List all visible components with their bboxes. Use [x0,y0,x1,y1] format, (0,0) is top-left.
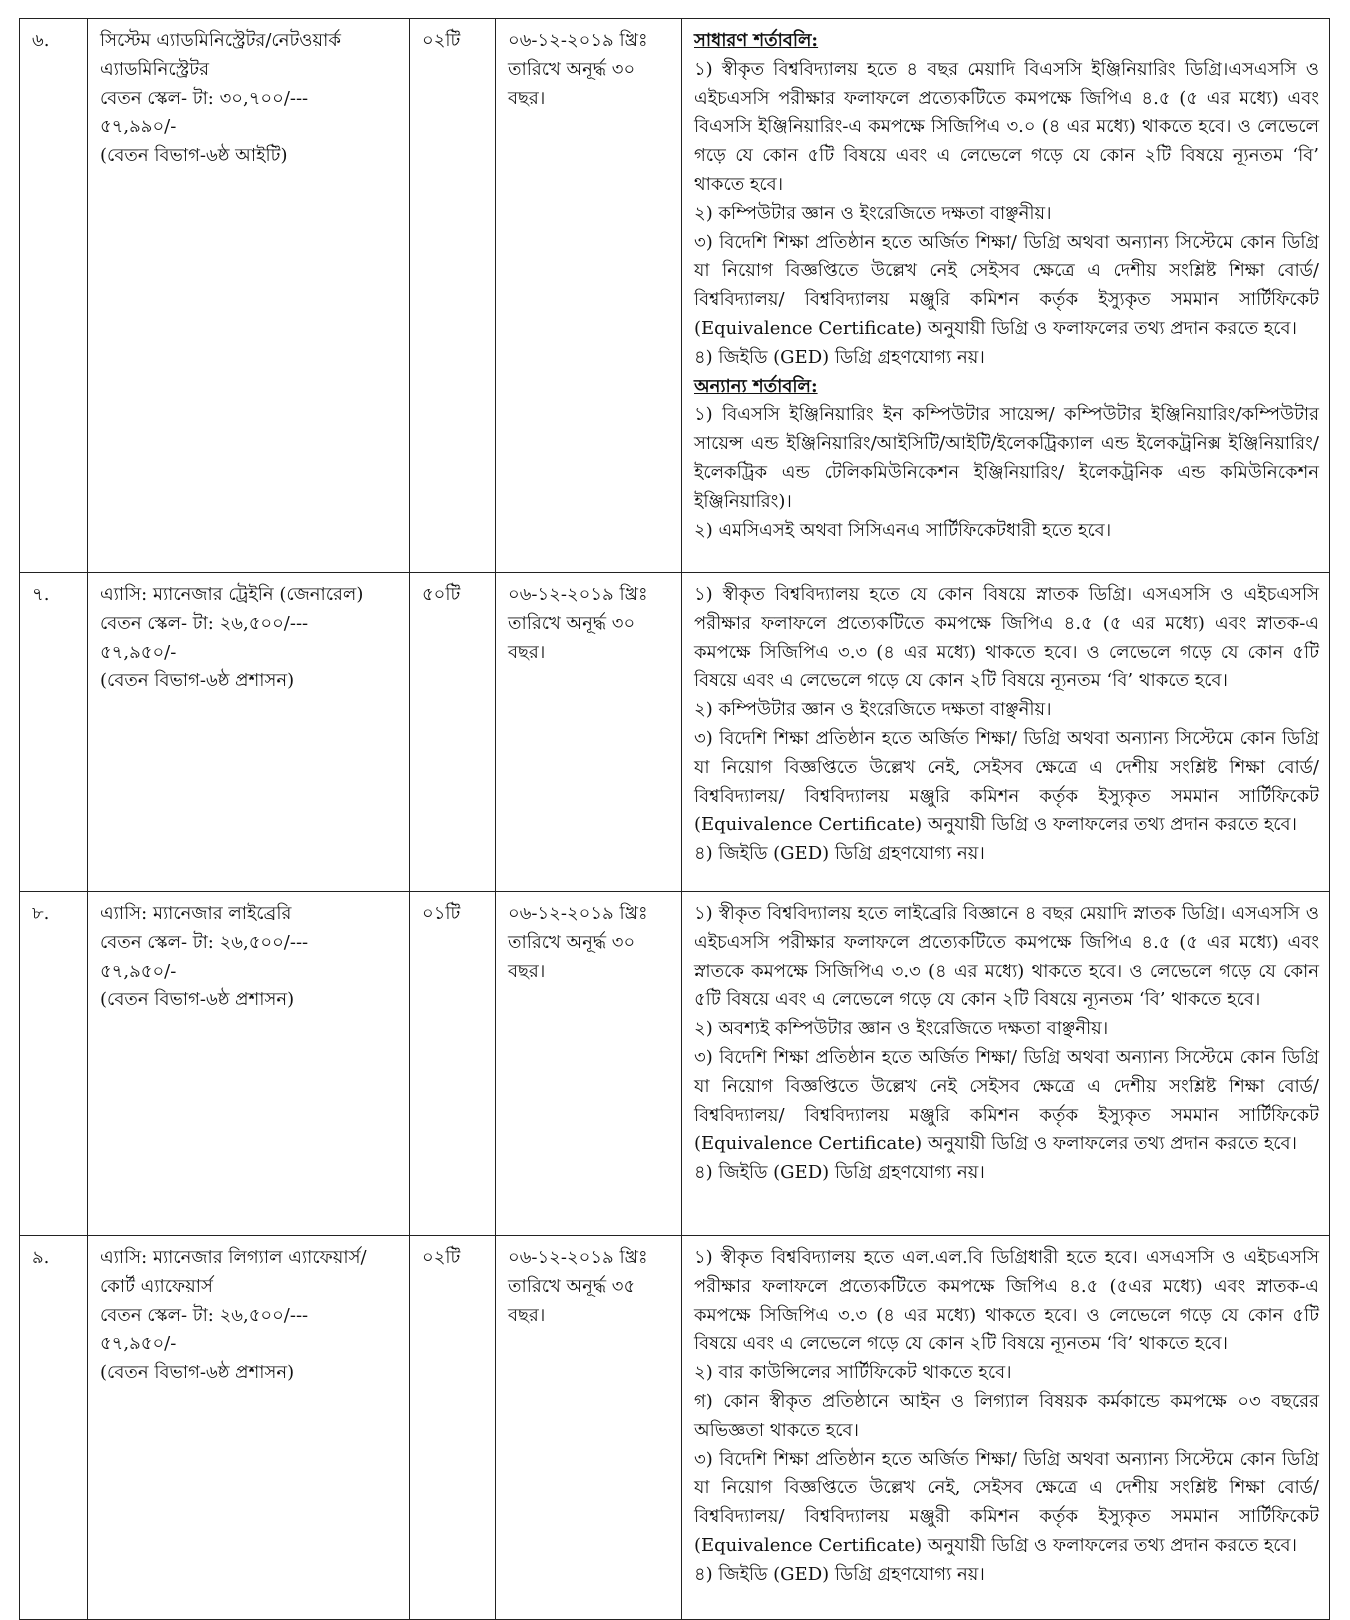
pay-max: ৫৭,৯৫০/- [100,1333,177,1355]
serial-cell: ৯. [20,1236,88,1620]
requirement-item: ১) স্বীকৃত বিশ্ববিদ্যালয় হতে যে কোন বিষয়ে স্নাতক ডিগ্রি। এসএসসি ও এইচএসসি পরীক্ষার ফলাফলে প্রত্যেকটিতে কমপক্ষে জিপিএ ৪.৫ (৫ এর মধ্যে) এবং স্নাতক-এ কমপক্ষে সিজিপিএ ৩.৩ (৪ এর মধ্যে) থাকতে হবে। ও লেভেলে গড়ে যে কোন ৫টি বিষয়ে এবং এ লেভেলে গড়ে যে কোন ২টি বিষয়ে ন্যূনতম ‘বি’ থাকতে হবে। [694,584,1319,692]
vacancy-count: ০২টি [410,19,496,573]
post-title: এ্যাসি: ম্যানেজার লাইব্রেরি [100,903,292,924]
post-cell [88,573,410,892]
age-limit: ০৬-১২-২০১৯ খ্রিঃ তারিখে অনূর্দ্ধ ৩০ বছর। [496,19,682,573]
requirement-item: ১) বিএসসি ইঞ্জিনিয়ারিং ইন কম্পিউটার সায়েন্স/ কম্পিউটার ইঞ্জিনিয়ারিং/কম্পিউটার সায়েন্স এন্ড ইঞ্জিনিয়ারিং/আইসিটি/আইটি/ইলেকট্রিক্যাল এন্ড ইলেকট্রনিক্স ইঞ্জিনিয়ারিং/ইলেকট্রিক এন্ড টেলিকমিউনিকেশন ইঞ্জিনিয়ারিং/ ইলেকট্রনিক এন্ড কমিউনিকেশন ইঞ্জিনিয়ারিং)। [694,404,1319,512]
requirement-item: ৪) জিইডি (GED) ডিগ্রি গ্রহণযোগ্য নয়। [694,1162,985,1184]
requirement-item: ৪) জিইডি (GED) ডিগ্রি গ্রহণযোগ্য নয়। [694,1563,985,1585]
requirement-item: ৩) বিদেশি শিক্ষা প্রতিষ্ঠান হতে অর্জিত শিক্ষা/ ডিগ্রি অথবা অন্যান্য সিস্টেমে কোন ডিগ্রি যা নিয়োগ বিজ্ঞপ্তিতে উল্লেখ নেই সেইসব ক্ষেত্রে এ দেশীয় সংশ্লিষ্ট শিক্ষা বোর্ড/বিশ্ববিদ্যালয়/ বিশ্ববিদ্যালয় মঞ্জুরি কমিশন কর্তৃক ইস্যুকৃত সমমান সার্টিফিকেট (Equivalence Certificate) অনুযায়ী ডিগ্রি ও ফলাফলের তথ্য প্রদান করতে হবে। [694,1046,1319,1155]
requirement-item: ১) স্বীকৃত বিশ্ববিদ্যালয় হতে ৪ বছর মেয়াদি বিএসসি ইঞ্জিনিয়ারিং ডিগ্রি।এসএসসি ও এইচএসসি পরীক্ষার ফলাফলে প্রত্যেকটিতে কমপক্ষে জিপিএ ৪.৫ (৫ এর মধ্যে) এবং বিএসসি ইঞ্জিনিয়ারিং-এ কমপক্ষে সিজিপিএ ৩.০ (৪ এর মধ্যে) থাকতে হবে। ও লেভেলে গড়ে যে কোন ৫টি বিষয়ে এবং এ লেভেলে গড়ে যে কোন ২টি বিষয়ে ন্যূনতম ‘বি’ থাকতে হবে। [694,58,1319,195]
requirement-item: ১) স্বীকৃত বিশ্ববিদ্যালয় হতে এল.এল.বি ডিগ্রিধারী হতে হবে। এসএসসি ও এইচএসসি পরীক্ষার ফলাফলে প্রত্যেকটিতে কমপক্ষে জিপিএ ৪.৫ (৫এর মধ্যে) এবং স্নাতক-এ কমপক্ষে সিজিপিএ ৩.৩ (৪ এর মধ্যে) থাকতে হবে। ও লেভেলে গড়ে যে কোন ৫টি বিষয়ে এবং এ লেভেলে গড়ে যে কোন ২টি বিষয়ে ন্যূনতম ‘বি’ থাকতে হবে। [694,1247,1319,1355]
serial-cell: ৮. [20,892,88,1236]
requirements-cell [682,19,1330,573]
pay-max: ৫৭,৯৫০/- [100,641,177,663]
pay-scale: বেতন স্কেল- টা: ২৬,৫০০/--- [100,1304,309,1326]
requirement-item: ৩) বিদেশি শিক্ষা প্রতিষ্ঠান হতে অর্জিত শিক্ষা/ ডিগ্রি অথবা অন্যান্য সিস্টেমে কোন ডিগ্রি যা নিয়োগ বিজ্ঞপ্তিতে উল্লেখ নেই, সেইসব ক্ষেত্রে এ দেশীয় সংশ্লিষ্ট শিক্ষা বোর্ড/বিশ্ববিদ্যালয়/ বিশ্ববিদ্যালয় মঞ্জুরি কমিশন কর্তৃক ইস্যুকৃত সমমান সার্টিফিকেট (Equivalence Certificate) অনুযায়ী ডিগ্রি ও ফলাফলের তথ্য প্রদান করতে হবে। [694,727,1319,836]
requirement-item: গ) কোন স্বীকৃত প্রতিষ্ঠানে আইন ও লিগ্যাল বিষয়ক কর্মকান্ডে কমপক্ষে ০৩ বছরের অভিজ্ঞতা থাকতে হবে। [694,1390,1319,1441]
job-requirements-table [19,18,1330,1620]
post-cell [88,1236,410,1620]
post-cell [88,892,410,1236]
requirement-item: ২) এমসিএসই অথবা সিসিএনএ সার্টিফিকেটধারী হতে হবে। [694,519,1112,541]
requirement-item: ৪) জিইডি (GED) ডিগ্রি গ্রহণযোগ্য নয়। [694,346,985,368]
requirement-item: ৩) বিদেশি শিক্ষা প্রতিষ্ঠান হতে অর্জিত শিক্ষা/ ডিগ্রি অথবা অন্যান্য সিস্টেমে কোন ডিগ্রি যা নিয়োগ বিজ্ঞপ্তিতে উল্লেখ নেই সেইসব ক্ষেত্রে এ দেশীয় সংশ্লিষ্ট শিক্ষা বোর্ড/বিশ্ববিদ্যালয়/ বিশ্ববিদ্যালয় মঞ্জুরি কমিশন কর্তৃক ইস্যুকৃত সমমান সার্টিফিকেট (Equivalence Certificate) অনুযায়ী ডিগ্রি ও ফলাফলের তথ্য প্রদান করতে হবে। [694,231,1319,339]
pay-grade: (বেতন বিভাগ-৬ষ্ঠ আইটি) [100,145,288,167]
requirement-item: ৪) জিইডি (GED) ডিগ্রি গ্রহণযোগ্য নয়। [694,843,985,865]
table-row [20,573,1330,892]
pay-scale: বেতন স্কেল- টা: ২৬,৫০০/--- [100,612,309,634]
requirements-cell [682,892,1330,1236]
general-conditions-heading: সাধারণ শর্তাবলি: [694,30,819,51]
pay-max: ৫৭,৯৯০/- [100,116,177,138]
table-row [20,892,1330,1236]
serial-cell: ৬. [20,19,88,573]
requirement-item: ২) কম্পিউটার জ্ঞান ও ইংরেজিতে দক্ষতা বাঞ্ছনীয়। [694,699,1052,721]
pay-max: ৫৭,৯৫০/- [100,960,177,982]
post-title: সিস্টেম এ্যাডমিনিস্ট্রেটর/নেটওয়ার্ক এ্যাডমিনিস্ট্রেটর [100,30,341,80]
requirement-item: ২) কম্পিউটার জ্ঞান ও ইংরেজিতে দক্ষতা বাঞ্ছনীয়। [694,202,1052,224]
post-title: এ্যাসি: ম্যানেজার লিগ্যাল এ্যাফেয়ার্স/ কোর্ট এ্যাফেয়ার্স [100,1247,367,1297]
age-limit: ০৬-১২-২০১৯ খ্রিঃ তারিখে অনূর্দ্ধ ৩৫ বছর। [496,1236,682,1620]
other-conditions-heading: অন্যান্য শর্তাবলি: [694,375,818,397]
pay-grade: (বেতন বিভাগ-৬ষ্ঠ প্রশাসন) [100,1362,295,1384]
table-row [20,1236,1330,1620]
pay-grade: (বেতন বিভাগ-৬ষ্ঠ প্রশাসন) [100,670,295,692]
requirement-item: ৩) বিদেশি শিক্ষা প্রতিষ্ঠান হতে অর্জিত শিক্ষা/ ডিগ্রি অথবা অন্যান্য সিস্টেমে কোন ডিগ্রি যা নিয়োগ বিজ্ঞপ্তিতে উল্লেখ নেই, সেইসব ক্ষেত্রে এ দেশীয় সংশ্লিষ্ট শিক্ষা বোর্ড/বিশ্ববিদ্যালয়/ বিশ্ববিদ্যালয় মঞ্জুরী কমিশন কর্তৃক ইস্যুকৃত সমমান সার্টিফিকেট (Equivalence Certificate) অনুযায়ী ডিগ্রি ও ফলাফলের তথ্য প্রদান করতে হবে। [694,1448,1319,1556]
requirements-cell [682,1236,1330,1620]
requirements-cell [682,573,1330,892]
vacancy-count: ০১টি [410,892,496,1236]
requirement-item: ২) বার কাউন্সিলের সার্টিফিকেট থাকতে হবে। [694,1362,1012,1384]
post-cell [88,19,410,573]
post-title: এ্যাসি: ম্যানেজার ট্রেইনি (জেনারেল) [100,584,364,605]
vacancy-count: ০২টি [410,1236,496,1620]
serial-cell: ৭. [20,573,88,892]
pay-scale: বেতন স্কেল- টা: ৩০,৭০০/--- [100,87,309,109]
requirement-item: ২) অবশ্যই কম্পিউটার জ্ঞান ও ইংরেজিতে দক্ষতা বাঞ্ছনীয়। [694,1018,1109,1040]
table-row [20,19,1330,573]
age-limit: ০৬-১২-২০১৯ খ্রিঃ তারিখে অনূর্দ্ধ ৩০ বছর। [496,573,682,892]
requirement-item: ১) স্বীকৃত বিশ্ববিদ্যালয় হতে লাইব্রেরি বিজ্ঞানে ৪ বছর মেয়াদি স্নাতক ডিগ্রি। এসএসসি ও এইচএসসি পরীক্ষার ফলাফলে প্রত্যেকটিতে কমপক্ষে জিপিএ ৪.৫ (৫ এর মধ্যে) এবং স্নাতকে কমপক্ষে সিজিপিএ ৩.৩ (৪ এর মধ্যে) থাকতে হবে। ও লেভেলে গড়ে যে কোন ৫টি বিষয়ে এবং এ লেভেলে গড়ে যে কোন ২টি বিষয়ে ন্যূনতম ‘বি’ থাকতে হবে। [694,903,1319,1011]
vacancy-count: ৫০টি [410,573,496,892]
age-limit: ০৬-১২-২০১৯ খ্রিঃ তারিখে অনূর্দ্ধ ৩০ বছর। [496,892,682,1236]
pay-grade: (বেতন বিভাগ-৬ষ্ঠ প্রশাসন) [100,989,295,1011]
pay-scale: বেতন স্কেল- টা: ২৬,৫০০/--- [100,931,309,953]
